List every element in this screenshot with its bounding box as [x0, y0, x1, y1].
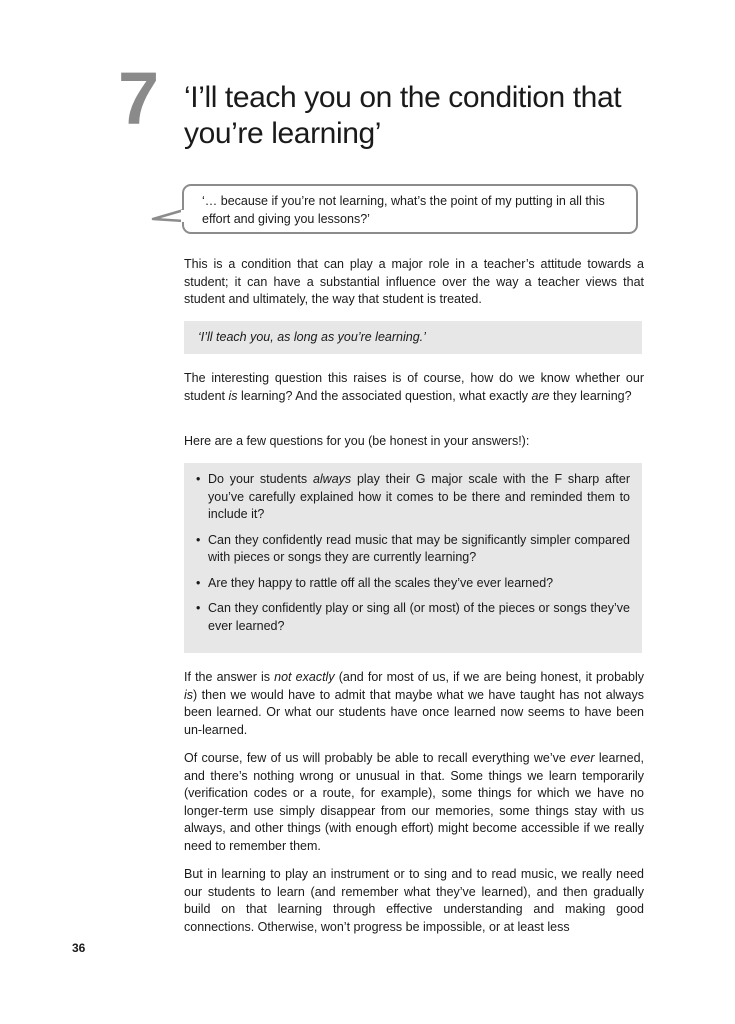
- answer-paragraph-part: If the answer is: [184, 670, 275, 684]
- memory-paragraph: [184, 750, 644, 855]
- speech-bubble-joint: [181, 210, 186, 222]
- prompt-paragraph: Here are a few questions for you (be honest in your answers!):: [184, 434, 530, 448]
- list-item: [196, 575, 630, 593]
- intro-paragraph: This is a condition that can play a major role in a teacher’s attitude towards a student; it can have a substantial influence over the way a teacher views that student and ultimately, the way that student is treated.: [184, 257, 644, 306]
- question-paragraph-block: [184, 370, 644, 405]
- list-item: [196, 600, 630, 635]
- list-item-text: Can they confidently play or sing all (or most) of the pieces or songs they’ve ever learned?: [208, 601, 630, 633]
- chapter-title-line-2: you’re learning’: [184, 117, 382, 150]
- question-paragraph: [184, 370, 644, 405]
- list-item-text: Can they confidently read music that may be significantly simpler compared with pieces or songs they are currently learning?: [208, 532, 630, 564]
- chapter-title: [184, 80, 664, 152]
- closing-paragraph: But in learning to play an instrument or to sing and to read music, we really need our students to learn (and remember what they’ve learned), and then gradually build on that learning through effective understanding and making good connections. Otherwise, won’t progress be impossible, or at least less: [184, 867, 644, 934]
- memory-paragraph-part: learned, and there’s nothing wrong or unusual in that. Some things we learn temporarily (verification codes or a route, for example), some things for which we have no longer-term use simply disappear from our memories, some things stay with us always, and other things (with enough effort) might become accessible if we really need to remember them.: [184, 751, 644, 853]
- list-item: [196, 471, 630, 524]
- intro-paragraph-block: [184, 256, 644, 309]
- list-item-part: Do your students: [208, 472, 313, 486]
- list-item: [196, 532, 630, 567]
- emphasis-ever: ever: [570, 751, 595, 765]
- emphasis-not-exactly: not exactly: [274, 670, 335, 684]
- list-item-text: Are they happy to rattle off all the scales they’ve ever learned?: [208, 575, 554, 590]
- speech-bubble-group: [150, 184, 645, 240]
- emphasis-is: is: [228, 388, 238, 403]
- bullet: •: [196, 601, 201, 615]
- chapter-title-line-1: ‘I’ll teach you on the condition that: [184, 81, 622, 114]
- emphasis-always: always: [312, 472, 352, 486]
- answer-paragraph: [184, 669, 644, 739]
- bullet: •: [196, 575, 201, 590]
- bullet: •: [196, 532, 201, 547]
- prompt-paragraph-block: [184, 433, 644, 451]
- emphasis-are: are: [531, 388, 550, 403]
- list-item-part: play their G major scale with the F sharp after you’ve carefully explained how it comes to be there and reminded them to include it?: [208, 472, 630, 521]
- speech-bubble: ‘… because if you’re not learning, what’s the point of my putting in all this effort and giving you lessons?’: [182, 184, 638, 234]
- bullet: •: [196, 472, 201, 486]
- quote-callout: ‘I’ll teach you, as long as you’re learning.’: [184, 321, 642, 354]
- questions-box: [184, 463, 642, 653]
- closing-paragraph-block: [184, 866, 644, 936]
- question-paragraph-part: they learning?: [549, 388, 632, 403]
- answer-paragraph-part: ) then we would have to admit that maybe what we have taught has not always been learned. Or what our students have once learned now seems to have been un-learned.: [184, 687, 644, 737]
- memory-paragraph-block: [184, 750, 644, 855]
- question-paragraph-part: The interesting question this raises is of course, how do we know whether our student: [184, 371, 644, 403]
- emphasis-is: is: [184, 687, 194, 702]
- chapter-number: 7: [118, 57, 158, 140]
- answer-paragraph-part: (and for most of us, if we are being honest, it probably: [334, 670, 644, 684]
- answer-paragraph-block: [184, 669, 644, 739]
- question-paragraph-part: learning? And the associated question, what exactly: [237, 388, 532, 403]
- memory-paragraph-part: Of course, few of us will probably be able to recall everything we’ve: [184, 751, 571, 765]
- list-item-text: [208, 471, 630, 524]
- page-number: 36: [72, 941, 86, 955]
